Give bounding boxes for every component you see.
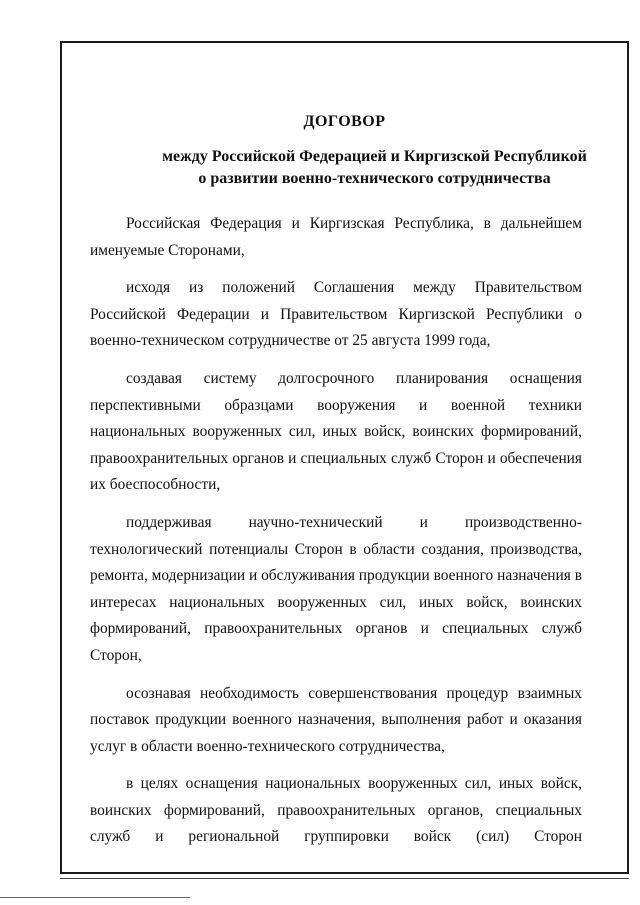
paragraph-parties: Российская Федерация и Киргизская Республика, в дальнейшем именуемые Сторонами,	[90, 215, 582, 259]
scan-edge-line	[60, 878, 629, 879]
document-body	[90, 211, 582, 862]
paragraph-agreement-basis: исходя из положений Соглашения между Правительством Российской Федерации и Правительством Киргизской Республики о военно-техническом сотрудничестве от 25 августа 1999 года,	[90, 279, 582, 350]
paragraph-scientific-potential: поддерживая научно-технический и производственно-технологический потенциалы Сторон в области создания, производства, ремонта, модернизации и обслуживания продукции военного назначения в интересах национальных вооруженных сил, иных войск, воинских формирований, правоохранительных органов и специальных служб Сторон,	[90, 513, 582, 664]
footer-rule	[0, 897, 190, 898]
document-subtitle	[90, 146, 640, 190]
paragraph-planning-system: создавая систему долгосрочного планирования оснащения перспективными образцами вооружения и военной техники национальных вооруженных сил, иных войск, воинских формирований, правоохранительных органов и специальных служб Сторон и обеспечения их боеспособности,	[90, 369, 582, 494]
subtitle-line-1: между Российской Федерацией и Киргизской Республикой	[162, 148, 587, 165]
paragraph-procedures: осознавая необходимость совершенствования процедур взаимных поставок продукции военного назначения, выполнения работ и оказания услуг в области военно-технического сотрудничества,	[90, 684, 582, 755]
document-title: ДОГОВОР	[303, 113, 386, 130]
subtitle-line-2: о развитии военно-технического сотрудничества	[198, 170, 551, 187]
paragraph-purpose: в целях оснащения национальных вооруженных сил, иных войск, воинских формирований, правоохранительных органов, специальных служб и региональной группировки войск (сил) Сторон	[90, 775, 582, 846]
